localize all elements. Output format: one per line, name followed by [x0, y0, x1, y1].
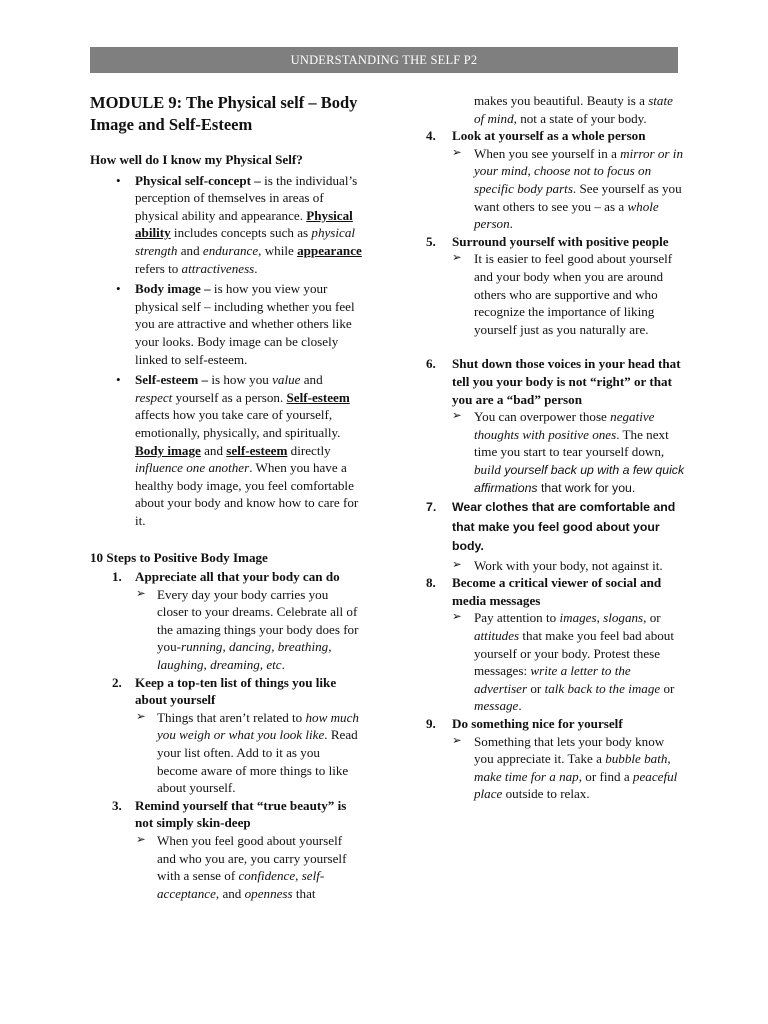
italic-text: message [474, 698, 519, 714]
text: It is easier to feel good about yourself and your body when you are around others who are supportive and who recognize the importance of liking yourself just as you naturally are. [474, 251, 673, 337]
italic-text: slogans [603, 610, 644, 626]
text: or [660, 680, 675, 696]
text: makes you beautiful. Beauty is a [474, 93, 649, 108]
text: . [281, 657, 285, 673]
text: that make you feel bad about yourself or your body. Protest these messages: [474, 627, 674, 679]
text: is how you [208, 372, 273, 388]
step-1 [90, 568, 362, 586]
steps-title: 10 Steps to Positive Body Image [90, 550, 268, 566]
text: . See yourself as you want others to see you – as a [474, 180, 682, 214]
term: Self-esteem – [135, 372, 209, 388]
step-number: 7. [426, 500, 437, 515]
text: , or [643, 610, 661, 626]
term-underlined: appearance [297, 242, 362, 258]
text: When you see yourself in a [474, 145, 621, 161]
italic-text: yourself back up with a few quick affirmations [474, 462, 685, 496]
step-number: 3. [112, 797, 122, 813]
step-title: Keep a top-ten list of things you like about yourself [135, 674, 337, 708]
text: Every day your body carries you closer to your dreams. Celebrate all of the amazing things your body does for you- [157, 586, 359, 655]
text: and [300, 372, 323, 388]
italic-text: talk back to the image [544, 680, 661, 696]
step-title: Appreciate all that your body can do [135, 569, 340, 585]
right-column [426, 92, 686, 803]
text: . [509, 216, 513, 232]
step-1-detail [90, 586, 362, 674]
step-number: 6. [426, 356, 436, 372]
step-number: 4. [426, 128, 436, 144]
step-2-detail [90, 709, 362, 797]
step-number: 2. [112, 674, 122, 690]
text: is the individual’s perception of themselves in areas of physical ability and appearance. [135, 172, 358, 223]
text: . [518, 698, 522, 714]
term: Body image – [135, 281, 211, 297]
italic-text: make time for a nap [474, 768, 579, 784]
arrow-bullet-icon: ➢ [452, 558, 462, 571]
step-title: Look at yourself as a whole person [452, 128, 646, 144]
step-title: Do something nice for yourself [452, 715, 623, 731]
text: , not a state of your body. [513, 110, 647, 126]
italic-text: mirror or in your mind, choose not to focus on specific body parts [474, 145, 683, 196]
text: . When you have a healthy body image, you feel comfortable about your body and know how to care for it. [135, 460, 359, 528]
italic-text: physical strength [135, 225, 356, 258]
step-6 [426, 355, 686, 408]
step-9-detail [426, 733, 686, 803]
text: . The next time you start to tear yourself down, [474, 426, 669, 460]
term: Physical self-concept – [135, 172, 261, 188]
left-column [90, 92, 362, 902]
step-2 [90, 674, 362, 709]
italic-text: attractiveness [181, 260, 255, 276]
text: , and [215, 885, 245, 901]
text: that work for you. [537, 481, 636, 496]
arrow-bullet-icon: ➢ [136, 587, 146, 600]
text: You can overpower those [474, 409, 611, 425]
text: and [200, 442, 227, 458]
italic-text: confidence, self-acceptance [157, 868, 325, 901]
step-3-detail-continued [426, 92, 686, 127]
text: Things that aren’t related to [157, 709, 306, 725]
step-6-detail [426, 408, 686, 498]
italic-text: write a letter to the advertiser [474, 663, 631, 696]
text: includes concepts such as [170, 225, 312, 241]
step-title: Remind yourself that “true beauty” is not simply skin-deep [135, 797, 347, 831]
italic-text: negative thoughts with positive ones [474, 409, 655, 442]
module-title: MODULE 9: The Physical self – Body Image and Self-Esteem [90, 93, 358, 134]
text: affects how you take care of yourself, emotionally, physically, and spiritually. [135, 407, 341, 440]
arrow-bullet-icon: ➢ [452, 734, 462, 747]
step-4 [426, 127, 686, 145]
italic-text: whole person [474, 198, 659, 232]
step-8-detail [426, 609, 686, 715]
arrow-bullet-icon: ➢ [452, 611, 462, 624]
italic-text: respect [135, 389, 173, 405]
text: Something that lets your body know you appreciate it. Take a [474, 733, 665, 767]
text: or [527, 680, 545, 696]
step-8 [426, 574, 686, 609]
step-5 [426, 233, 686, 251]
step-3-detail [90, 832, 362, 902]
term-underlined: Body image [135, 442, 201, 458]
text: , or find a [578, 768, 633, 784]
step-7 [426, 498, 686, 557]
text: that [292, 885, 316, 901]
term-underlined: Physical ability [135, 207, 353, 241]
arrow-bullet-icon: ➢ [452, 410, 462, 423]
text: refers to [135, 260, 182, 276]
step-9 [426, 715, 686, 733]
step-title: Become a critical viewer of social and media messages [452, 575, 662, 608]
step-number: 5. [426, 233, 436, 249]
italic-text: attitudes [474, 627, 520, 643]
step-title: Wear clothes that are comfortable and that make you feel good about your body. [452, 500, 676, 554]
italic-text: state of mind [474, 93, 673, 126]
arrow-bullet-icon: ➢ [136, 833, 146, 846]
concept-list [90, 172, 362, 530]
italic-text: peaceful place [474, 768, 678, 802]
arrow-bullet-icon: ➢ [452, 252, 462, 265]
text: , [596, 610, 604, 626]
step-number: 1. [112, 569, 122, 585]
step-5-detail [426, 250, 686, 338]
text: outside to relax. [502, 786, 590, 802]
text: Work with your body, not against it. [474, 557, 663, 573]
text: Pay attention to [474, 610, 560, 626]
italic-text: endurance [202, 242, 259, 258]
italic-text: value [272, 372, 301, 388]
italic-text: running, dancing, breathing, laughing, dreaming, etc [157, 639, 332, 673]
text: . [254, 260, 258, 276]
text: directly [287, 442, 331, 458]
text: When you feel good about yourself and who you are, you carry yourself with a sense of [157, 832, 347, 884]
section-question: How well do I know my Physical Self? [90, 152, 303, 167]
step-number: 9. [426, 715, 436, 731]
arrow-bullet-icon: ➢ [136, 710, 146, 723]
text: . Read your list often. Add to it as you become aware of more things to like about yourself. [157, 727, 358, 796]
term-underlined: self-esteem [226, 442, 288, 458]
text: yourself as a person. [172, 389, 287, 405]
italic-text: openness [244, 885, 293, 901]
text: and [177, 242, 203, 258]
step-4-detail [426, 145, 686, 233]
step-3 [90, 797, 362, 832]
term-underlined: Self-esteem [286, 389, 350, 405]
concept-physical-self [90, 172, 362, 278]
concept-body-image [90, 280, 362, 368]
step-7-detail [426, 557, 686, 575]
text: , [667, 751, 671, 767]
page-header: UNDERSTANDING THE SELF P2 [90, 47, 678, 73]
step-title: Surround yourself with positive people [452, 233, 669, 249]
text: , while [258, 242, 298, 258]
text: is how you view your physical self – including whether you feel you are attractive and whether others like your looks. Body image can be closely linked to self-esteem. [135, 281, 355, 367]
arrow-bullet-icon: ➢ [452, 146, 462, 159]
step-title: Shut down those voices in your head that tell you your body is not “right” or that you are a “bad” person [452, 356, 681, 407]
concept-self-esteem [90, 371, 362, 529]
italic-text: bubble bath [605, 751, 668, 767]
step-number: 8. [426, 575, 436, 591]
italic-text: images [559, 610, 597, 626]
italic-text: build [474, 461, 501, 477]
italic-text: influence one another [135, 460, 250, 476]
italic-text: how much you weigh or what you look like [157, 709, 359, 743]
